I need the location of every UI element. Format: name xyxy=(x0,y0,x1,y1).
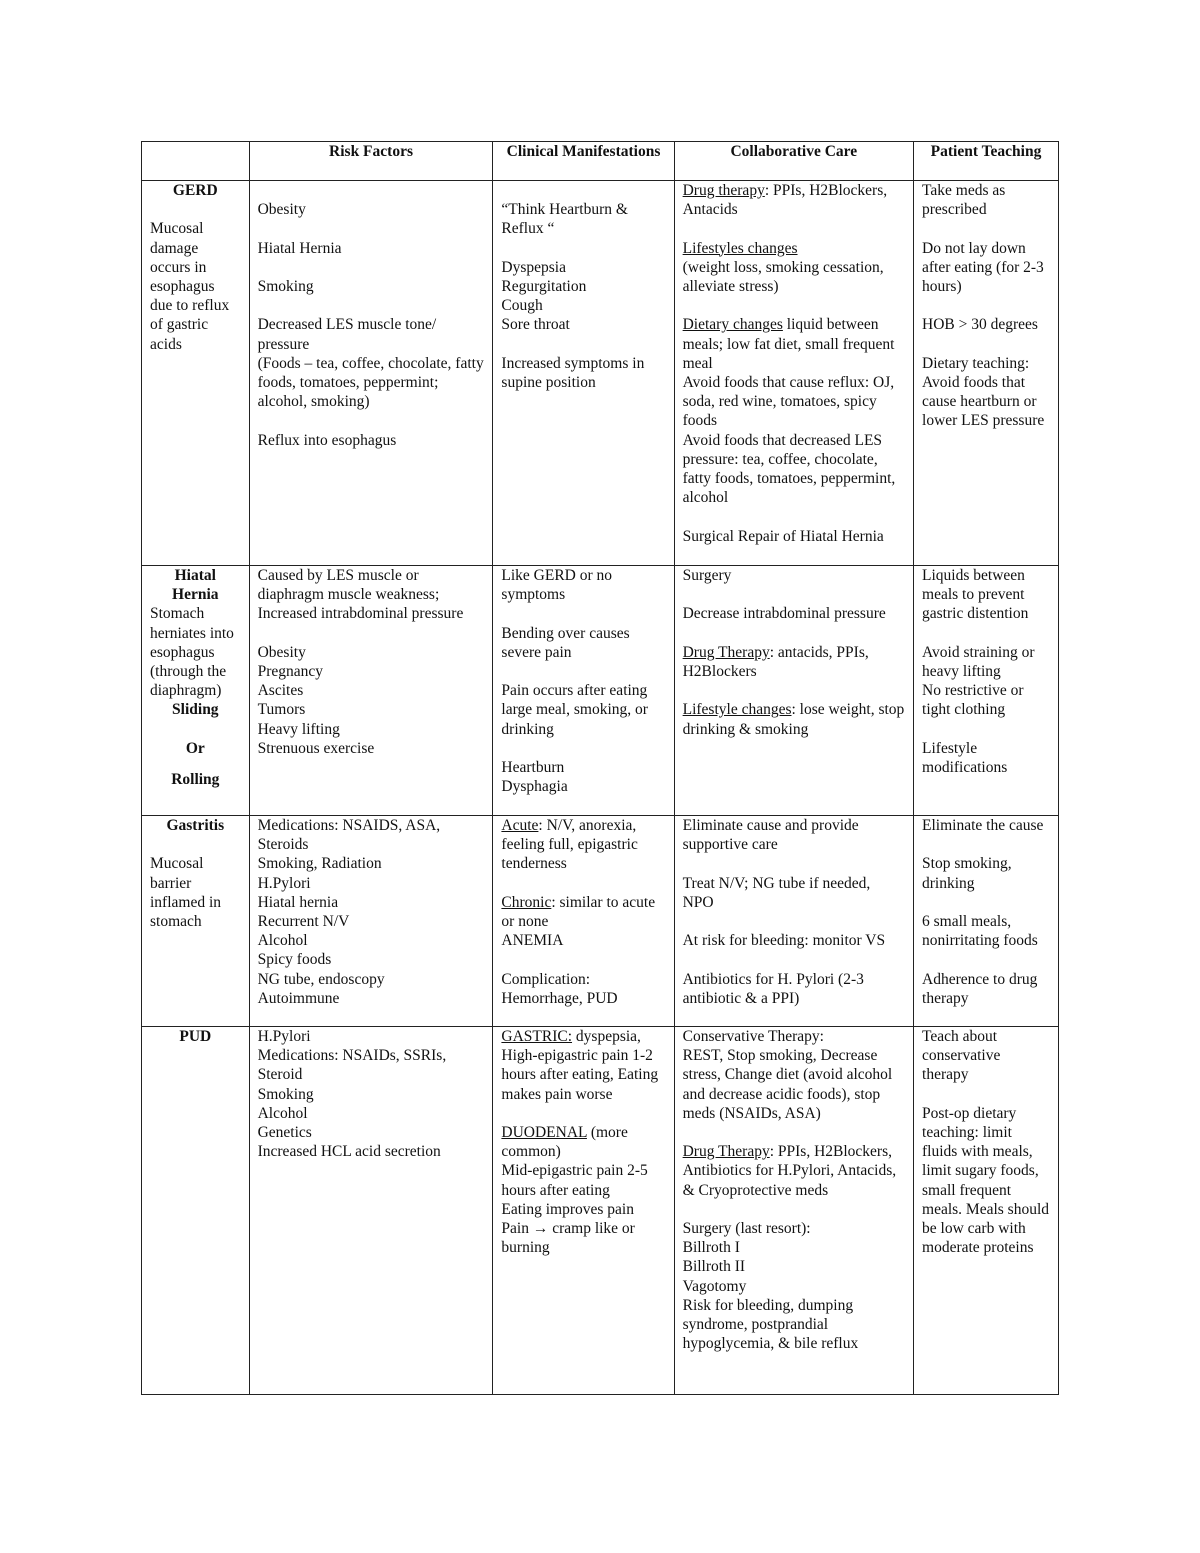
gastric-text: dyspepsia, High-epigastric pain 1-2 hours after eating, Eating makes pain worse xyxy=(501,1028,659,1103)
teaching-pud: Teach about conservative therapy Post-op dietary teaching: limit fluids with meals, limit sugary foods, small frequent meals. Meals should be low carb with moderate proteins xyxy=(914,1027,1059,1395)
table-row-gerd xyxy=(142,181,1059,566)
risk-factors-gerd: Obesity Hiatal Hernia Smoking Decreased LES muscle tone/ pressure (Foods – tea, coffee, chocolate, fatty foods, tomatoes, peppermint; alcohol, smoking) Reflux into esophagus xyxy=(249,181,493,566)
disease-cell-gastritis xyxy=(142,816,250,1027)
clinical-gastritis xyxy=(493,816,674,1027)
acute-label: Acute xyxy=(501,817,539,834)
disease-description: Stomach herniates into esophagus (through the diaphragm) xyxy=(150,605,234,700)
lifestyle-text: : lose weight, stop drinking & smoking xyxy=(682,701,909,738)
risk-factors-hiatal-hernia: Caused by LES muscle or diaphragm muscle weakness; Increased intrabdominal pressure Obesity Pregnancy Ascites Tumors Heavy lifting Strenuous exercise xyxy=(249,566,493,816)
drug-therapy-label: Drug therapy xyxy=(682,182,765,199)
lifestyle-text: (weight loss, smoking cessation, alleviate stress) xyxy=(682,258,884,296)
disease-name: GERD xyxy=(172,182,218,199)
disease-name: Hiatal Hernia xyxy=(172,567,220,604)
teaching-hiatal-hernia: Liquids between meals to prevent gastric distention Avoid straining or heavy lifting No restrictive or tight clothing Lifestyle modifications xyxy=(914,566,1059,816)
lifestyle-label: Lifestyle changes xyxy=(682,701,792,719)
header-patient-teaching: Patient Teaching xyxy=(914,142,1059,181)
type-or: Or xyxy=(185,739,205,757)
teaching-gastritis: Eliminate the cause Stop smoking, drinking 6 small meals, nonirritating foods Adherence to drug therapy xyxy=(914,816,1059,1027)
chronic-text: : similar to acute or none ANEMIA Complication: Hemorrhage, PUD xyxy=(501,893,656,1007)
dietary-text: liquid between meals; low fat diet, small frequent meal Avoid foods that cause reflux: OJ, soda, red wine, tomatoes, spicy foods Avoid foods that decreased LES pressure: tea, coffee, chocolate, fatty foods, tomatoes, peppermint, alcohol Surgical Repair of Hiatal Hernia xyxy=(682,316,896,545)
clinical-pud xyxy=(493,1027,674,1395)
disease-comparison-table xyxy=(141,141,1059,1395)
table-row-gastritis xyxy=(142,816,1059,1027)
dietary-label: Dietary changes xyxy=(682,316,783,334)
drug-therapy-text: : PPIs, H2Blockers, Antacids xyxy=(682,182,888,219)
header-row xyxy=(142,142,1059,181)
clinical-hiatal-hernia: Like GERD or no symptoms Bending over causes severe pain Pain occurs after eating large meal, smoking, or drinking Heartburn Dysphagia xyxy=(493,566,674,816)
risk-factors-gastritis: Medications: NSAIDS, ASA, Steroids Smoking, Radiation H.Pylori Hiatal hernia Recurrent N/V Alcohol Spicy foods NG tube, endoscopy Autoimmune xyxy=(249,816,493,1027)
type-sliding: Sliding xyxy=(172,701,219,719)
table-row-pud xyxy=(142,1027,1059,1395)
disease-name: PUD xyxy=(179,1028,212,1045)
table-row-hiatal-hernia xyxy=(142,566,1059,816)
care-gastritis: Eliminate cause and provide supportive care Treat N/V; NG tube if needed, NPO At risk for bleeding: monitor VS Antibiotics for H. Pylori (2-3 antibiotic & a PPI) xyxy=(674,816,913,1027)
lifestyle-label: Lifestyles changes xyxy=(682,239,798,257)
disease-description: Mucosal barrier inflamed in stomach xyxy=(150,855,222,931)
disease-cell-hiatal-hernia xyxy=(142,566,250,816)
acute-text: : N/V, anorexia, feeling full, epigastric tenderness xyxy=(501,817,638,873)
clinical-gerd: “Think Heartburn & Reflux “ Dyspepsia Regurgitation Cough Sore throat Increased symptoms in supine position xyxy=(493,181,674,566)
drug-therapy-text: : PPIs, H2Blockers, Antibiotics for H.Pylori, Antacids, & Cryoprotective meds Surgery (last resort): Billroth I Billroth II Vagotomy Risk for bleeding, dumping syndrome, postprandial hypoglycemia, & bile reflux xyxy=(682,1143,897,1353)
disease-cell-gerd xyxy=(142,181,250,566)
duodenal-label: DUODENAL xyxy=(501,1124,587,1142)
duodenal-text: (more common) Mid-epigastric pain 2-5 hours after eating Eating improves pain Pain → cramp like or burning xyxy=(501,1124,648,1257)
drug-therapy-label: Drug Therapy xyxy=(682,643,770,661)
header-risk-factors: Risk Factors xyxy=(249,142,493,181)
chronic-label: Chronic xyxy=(501,893,552,911)
care-intro: Surgery Decrease intrabdominal pressure xyxy=(682,567,886,623)
gastric-label: GASTRIC: xyxy=(501,1028,573,1045)
type-rolling: Rolling xyxy=(171,770,220,788)
disease-description: Mucosal damage occurs in esophagus due to reflux of gastric acids xyxy=(150,220,230,353)
teaching-gerd: Take meds as prescribed Do not lay down after eating (for 2-3 hours) HOB > 30 degrees Dietary teaching: Avoid foods that cause heartburn or lower LES pressure xyxy=(914,181,1059,566)
risk-factors-pud: H.Pylori Medications: NSAIDs, SSRIs, Steroid Smoking Alcohol Genetics Increased HCL acid secretion xyxy=(249,1027,493,1395)
drug-therapy-label: Drug Therapy xyxy=(682,1143,770,1161)
disease-name: Gastritis xyxy=(166,817,225,834)
header-disease xyxy=(142,142,250,181)
care-hiatal-hernia xyxy=(674,566,913,816)
disease-cell-pud xyxy=(142,1027,250,1395)
header-clinical-manifestations: Clinical Manifestations xyxy=(493,142,674,181)
care-intro: Conservative Therapy: REST, Stop smoking, Decrease stress, Change diet (avoid alcohol and decrease acidic foods), stop meds (NSAIDs, ASA) xyxy=(682,1028,893,1122)
care-gerd xyxy=(674,181,913,566)
care-pud xyxy=(674,1027,913,1395)
drug-therapy-text: : antacids, PPIs, H2Blockers xyxy=(682,643,869,681)
header-collaborative-care: Collaborative Care xyxy=(674,142,913,181)
